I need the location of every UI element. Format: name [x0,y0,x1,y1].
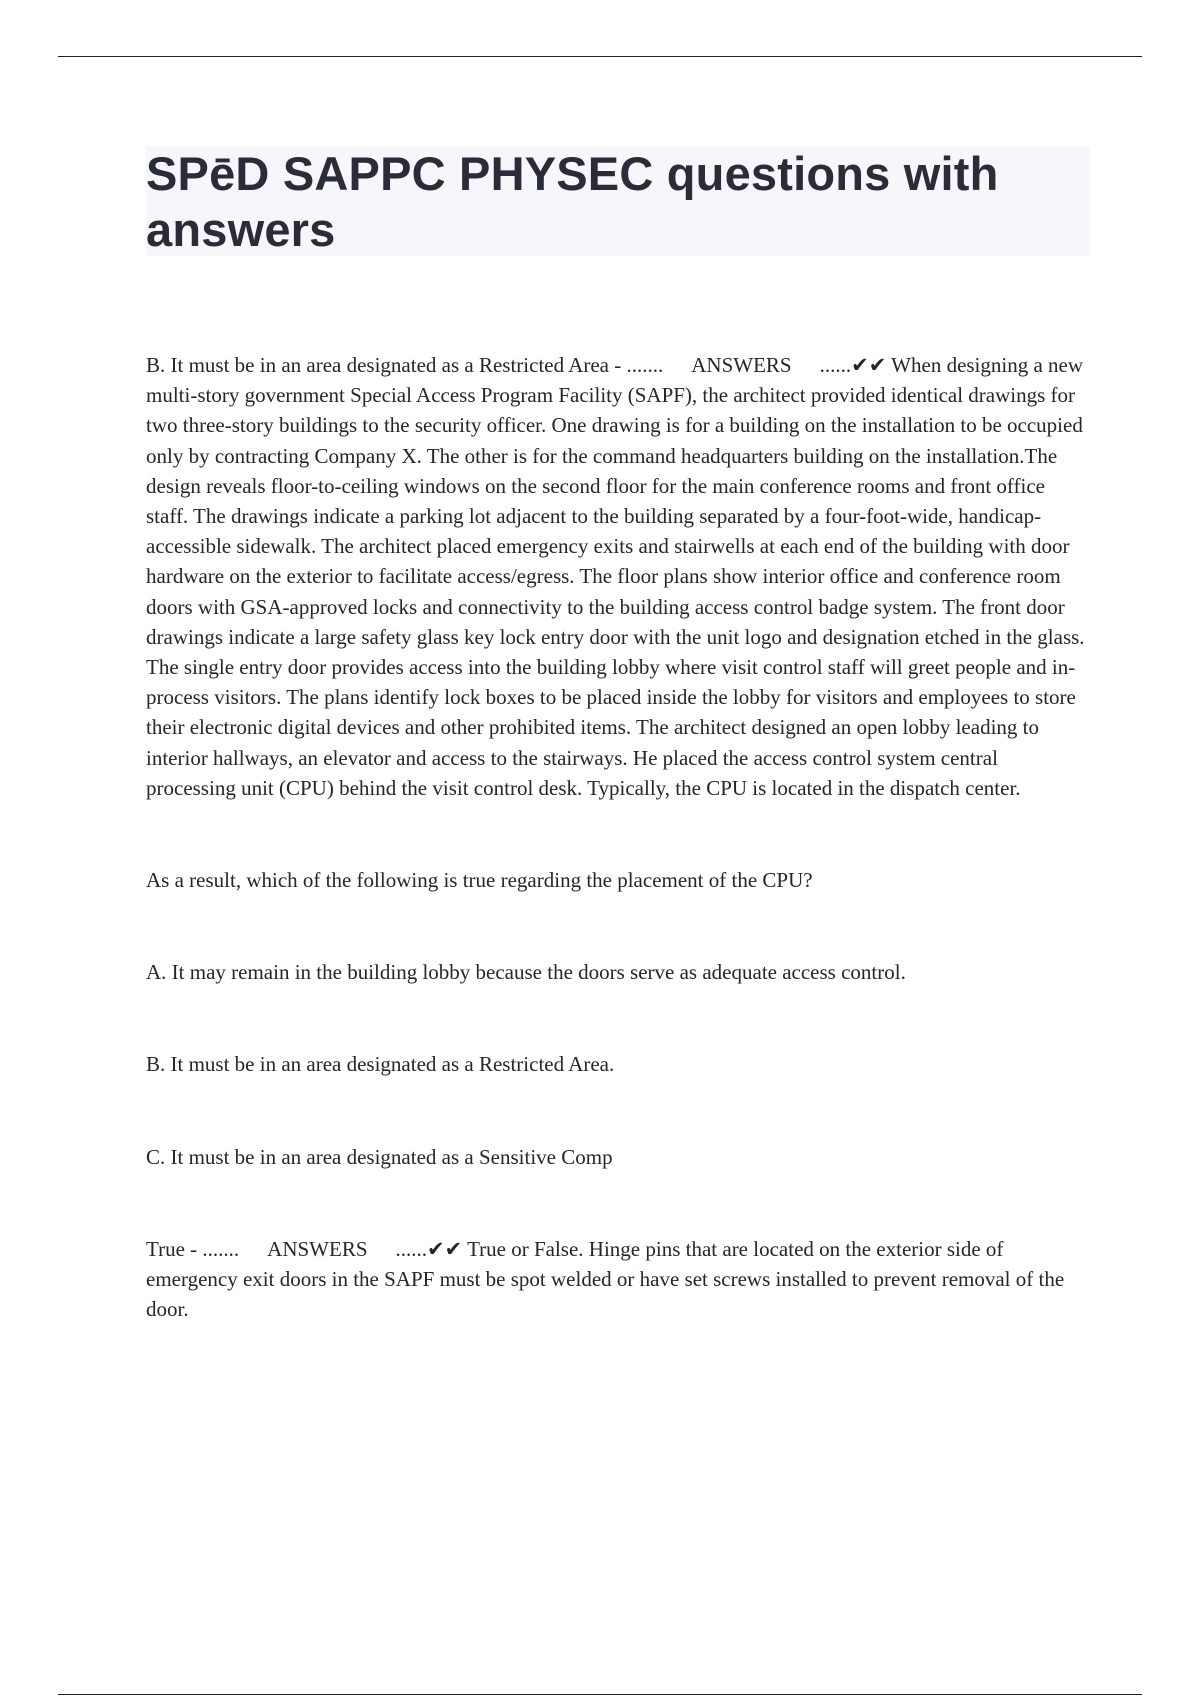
question-1-option-a: A. It may remain in the building lobby because the doors serve as adequate access control. [146,960,906,985]
page-title: SPēD SAPPC PHYSEC questions with answers [146,147,999,256]
spacer [146,803,1090,865]
spacer [146,987,1090,1049]
answers-label: ANSWERS [267,1236,368,1261]
question-1-lead: B. It must be in an area designated as a Restricted Area - ....... [146,353,664,377]
question-1-option-b: B. It must be in an area designated as a Restricted Area. [146,1052,615,1077]
question-2-body: ......✔✔ True or False. Hinge pins that are located on the exterior side of emergency exit doors in the SAPF must be spot welded or have set screws installed to prevent removal of the door. [146,1236,1065,1322]
question-2-lead: True - ....... [146,1236,240,1261]
spacer [146,895,1090,957]
title-banner [146,146,1090,256]
question-1-answer-block [146,350,1090,803]
top-divider [58,56,1142,57]
spacer [146,1172,1090,1234]
spacer [146,1080,1090,1142]
bottom-divider [58,1694,1142,1695]
question-1-prompt: As a result, which of the following is true regarding the placement of the CPU? [146,868,813,893]
question-2-answer-block [146,1234,1090,1325]
document-body [146,350,1090,1324]
question-1-body: ......✔✔ When designing a new multi-story government Special Access Program Facility (SAPF), the architect provided identical drawings for two three-story buildings to the security officer. One drawing is for a building on the installation to be occupied only by contracting Company X. The other is for the command headquarters building on the installation.The design reveals floor-to-ceiling windows on the second floor for the main conference rooms and front office staff. The drawings indicate a parking lot adjacent to the building separated by a four-foot-wide, handicap-accessible sidewalk. The architect placed emergency exits and stairwells at each end of the building with door hardware on the exterior to facilitate access/egress. The floor plans show interior office and conference room doors with GSA-approved locks and connectivity to the building access control badge system. The front door drawings indicate a large safety glass key lock entry door with the unit logo and designation etched in the glass. The single entry door provides access into the building lobby where visit control staff will greet people and in-process visitors. The plans identify lock boxes to be placed inside the lobby for visitors and employees to store their electronic digital devices and other prohibited items. The architect designed an open lobby leading to interior hallways, an elevator and access to the stairways. He placed the access control system central processing unit (CPU) behind the visit control desk. Typically, the CPU is located in the dispatch center. [146,353,1085,800]
question-1-option-c: C. It must be in an area designated as a Sensitive Comp [146,1144,613,1169]
answers-label: ANSWERS [691,353,792,377]
